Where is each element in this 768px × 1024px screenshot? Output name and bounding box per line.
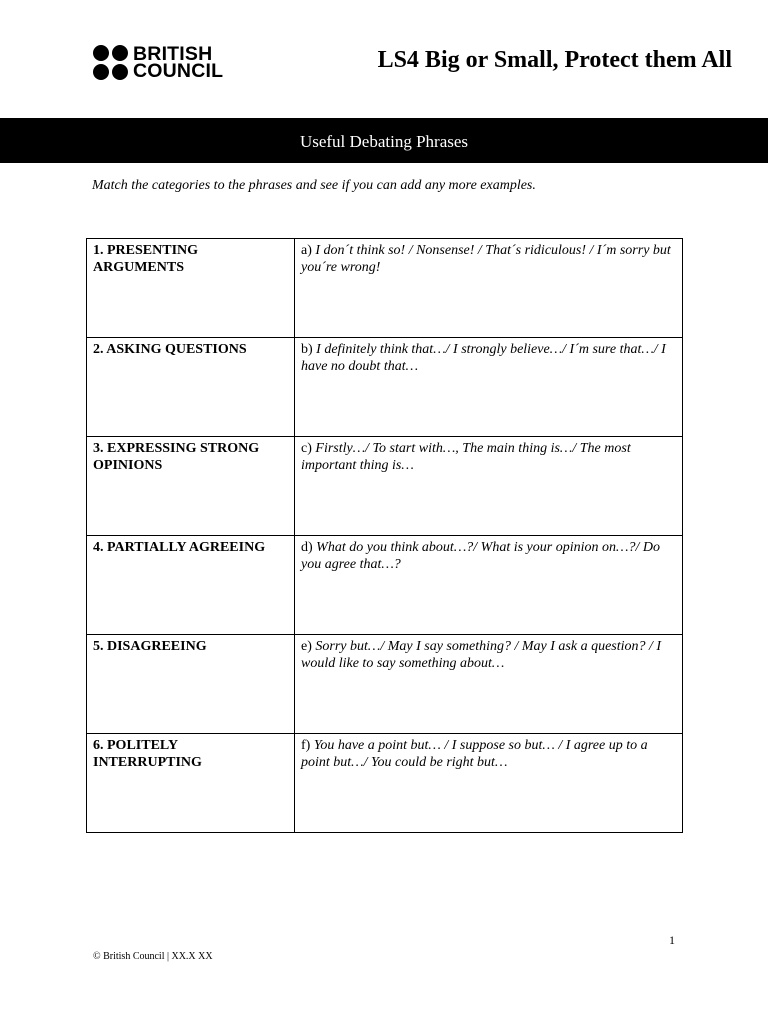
british-council-logo xyxy=(93,42,224,82)
phrase-text: I don´t think so! / Nonsense! / That´s ridiculous! / I´m sorry but you´re wrong! xyxy=(301,243,671,275)
phrase-cell xyxy=(295,239,683,338)
category-cell: 5. DISAGREEING xyxy=(87,635,295,734)
table-row xyxy=(87,536,683,635)
phrase-cell xyxy=(295,437,683,536)
copyright-footer: © British Council | XX.X XX xyxy=(93,951,213,962)
category-cell: 6. POLITELY INTERRUPTING xyxy=(87,734,295,833)
logo-line-2: COUNCIL xyxy=(133,59,224,82)
logo-wordmark xyxy=(133,42,224,82)
document-title: LS4 Big or Small, Protect them All xyxy=(377,47,732,73)
phrases-table xyxy=(86,238,683,833)
table-row xyxy=(87,734,683,833)
phrase-cell xyxy=(295,536,683,635)
phrase-text: I definitely think that…/ I strongly believe…/ I´m sure that…/ I have no doubt that… xyxy=(301,342,666,374)
section-banner: Useful Debating Phrases xyxy=(0,118,768,163)
phrase-letter: f) xyxy=(301,738,311,753)
phrase-letter: a) xyxy=(301,243,312,258)
phrase-letter: b) xyxy=(301,342,313,357)
category-cell: 1. PRESENTING ARGUMENTS xyxy=(87,239,295,338)
category-cell: 2. ASKING QUESTIONS xyxy=(87,338,295,437)
phrase-letter: e) xyxy=(301,639,312,654)
category-cell: 3. EXPRESSING STRONG OPINIONS xyxy=(87,437,295,536)
phrase-cell xyxy=(295,734,683,833)
phrase-text: Firstly…/ To start with…, The main thing is…/ The most important thing is… xyxy=(301,441,631,473)
phrase-letter: c) xyxy=(301,441,312,456)
phrase-text: What do you think about…?/ What is your opinion on…?/ Do you agree that…? xyxy=(301,540,660,572)
table-row xyxy=(87,437,683,536)
logo-line-1: BRITISH xyxy=(133,42,213,65)
phrase-cell xyxy=(295,338,683,437)
phrase-text: Sorry but…/ May I say something? / May I ask a question? / I would like to say something about… xyxy=(301,639,662,671)
category-cell: 4. PARTIALLY AGREEING xyxy=(87,536,295,635)
phrase-letter: d) xyxy=(301,540,313,555)
logo-dots-icon xyxy=(93,45,128,80)
page-number: 1 xyxy=(669,933,675,947)
instructions-text: Match the categories to the phrases and see if you can add any more examples. xyxy=(92,178,536,193)
table-row xyxy=(87,635,683,734)
table-row xyxy=(87,239,683,338)
phrase-cell xyxy=(295,635,683,734)
table-row xyxy=(87,338,683,437)
phrase-text: You have a point but… / I suppose so but… / I agree up to a point but…/ You could be right but… xyxy=(301,738,648,770)
